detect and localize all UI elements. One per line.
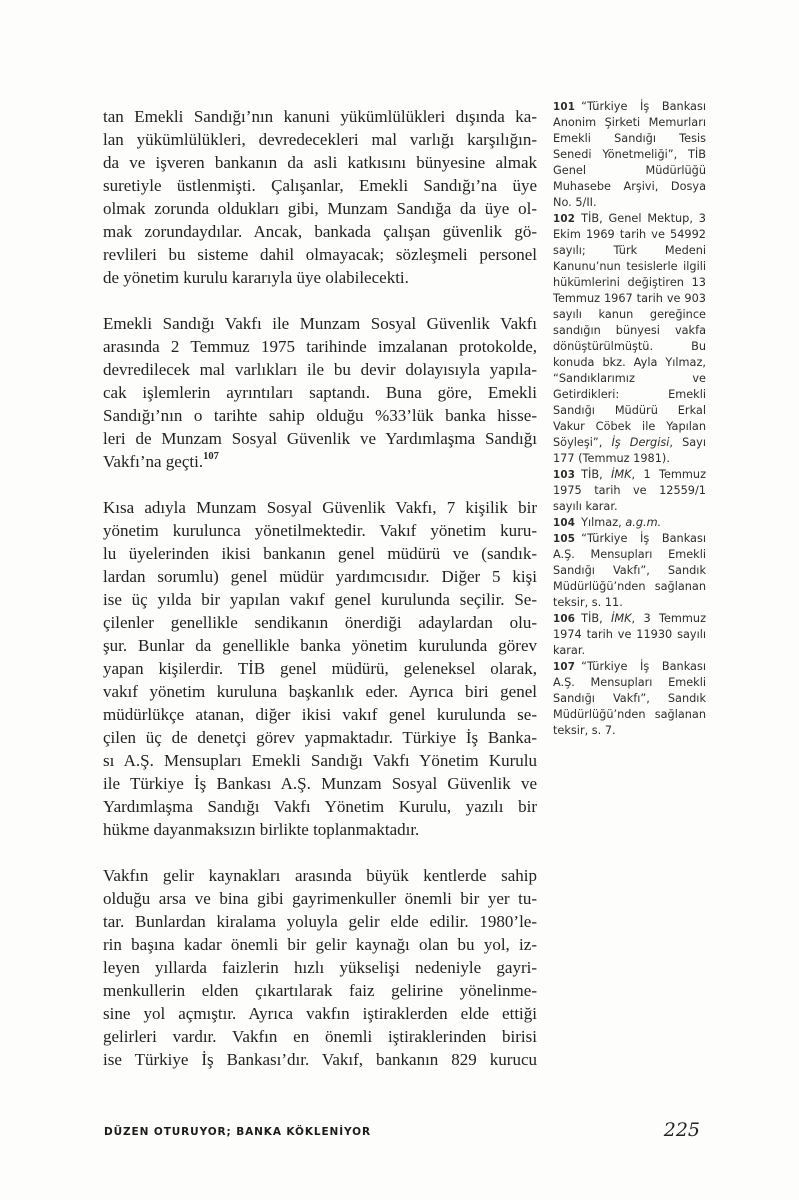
text-line: Sandığı’nın o tarihte sahip olduğu %33’lük banka hisse-	[103, 406, 537, 425]
text-line: Emekli Sandığı Vakfı ile Munzam Sosyal Güvenlik Vakfı	[103, 314, 537, 333]
text-line: mak zorundaydılar. Ancak, bankada çalışan güvenlik gö-	[103, 222, 537, 241]
footnote-italic-text: a.g.m.	[625, 516, 662, 529]
paragraph	[103, 496, 537, 841]
text-line: yapan kişilerdir. TİB genel müdürü, geleneksel olarak,	[103, 659, 537, 678]
text-line: olduğu arsa ve bina gibi gayrimenkuller önemli bir yer tu-	[103, 889, 537, 908]
footnote-number: 104	[553, 517, 576, 529]
footnote-number: 106	[553, 613, 576, 625]
text-line: şur. Bunlar da genellikle banka yönetim kurulunda görev	[103, 636, 537, 655]
footnote-italic-text: İMK	[611, 468, 632, 481]
text-line: Vakfın gelir kaynakları arasında büyük kentlerde sahip	[103, 866, 537, 885]
footnote: 105 “Türkiye İş Bankası A.Ş. Mensupları Emekli Sandığı Vakfı”, Sandık Müdürlüğü’nden sağlanan teksir, s. 11.	[553, 532, 706, 609]
footnote-reference: 107	[203, 451, 219, 463]
footnote: 104 Yılmaz, a.g.m.	[553, 516, 662, 529]
footnote: 106 TİB, İMK, 3 Temmuz 1974 tarih ve 11930 sayılı karar.	[553, 612, 706, 657]
footnote-column	[553, 99, 706, 739]
text-line: lardan sorumlu) genel müdür yardımcısıdır. Diğer 5 kişi	[103, 567, 537, 586]
paragraph	[103, 312, 537, 473]
text-line: vakıf yönetim kuruluna başkanlık eder. Ayrıca biri genel	[103, 682, 537, 701]
page-number: 225	[663, 1119, 700, 1141]
text-line: tan Emekli Sandığı’nın kanuni yükümlülükleri dışında ka-	[103, 107, 537, 126]
text-line: leri de Munzam Sosyal Güvenlik ve Yardımlaşma Sandığı	[103, 429, 537, 448]
text-line: tar. Bunlardan kiralama yoluyla gelir elde edilir. 1980’le-	[103, 912, 537, 931]
footnote: 107 “Türkiye İş Bankası A.Ş. Mensupları Emekli Sandığı Vakfı”, Sandık Müdürlüğü’nden sağlanan teksir, s. 7.	[553, 660, 706, 737]
text-line: Kısa adıyla Munzam Sosyal Güvenlik Vakfı, 7 kişilik bir	[103, 498, 537, 517]
text-line: hükme dayanmaksızın birlikte toplanmaktadır.	[103, 820, 420, 839]
text-line: cak işlemlerin ayrıntıları saptandı. Buna göre, Emekli	[103, 383, 537, 402]
text-line: sı A.Ş. Mensupları Emekli Sandığı Vakfı Yönetim Kurulu	[103, 751, 537, 770]
text-line: lan yükümlülükleri, devredecekleri mal varlığı karşılığın-	[103, 130, 537, 149]
footnote-number: 107	[553, 661, 576, 673]
footnote-number: 103	[553, 469, 576, 481]
text-line: suretiyle üstlenmişti. Çalışanlar, Emekli Sandığı’na üye	[103, 176, 537, 195]
text-line: arasında 2 Temmuz 1975 tarihinde imzalanan protokolde,	[103, 337, 537, 356]
text-line: çilenler genellikle sendikanın önerdiği adaylardan olu-	[103, 613, 537, 632]
text-line: ile Türkiye İş Bankası A.Ş. Munzam Sosyal Güvenlik ve	[103, 774, 537, 793]
paragraph	[103, 105, 537, 289]
text-line: gelirleri vardır. Vakfın en önemli iştiraklerinden birisi	[103, 1027, 537, 1046]
main-text-column	[103, 105, 537, 1071]
text-line: müdürlükçe atanan, diğer ikisi vakıf genel kurulunda se-	[103, 705, 537, 724]
footnote: 101 “Türkiye İş Bankası Anonim Şirketi Memurları Emekli Sandığı Tesis Senedi Yönetmeliği”, TİB Genel Müdürlüğü Muhasebe Arşivi, Dosya No. 5/II.	[553, 100, 706, 209]
footnote-italic-text: İş Dergisi	[611, 436, 670, 449]
text-line: leyen yıllarda faizlerin hızlı yükselişi nedeniyle gayri-	[103, 958, 537, 977]
footnote-number: 101	[553, 101, 576, 113]
text-line: çilen üç de denetçi görev yapmaktadır. Türkiye İş Banka-	[103, 728, 537, 747]
running-footer-chapter-title: DÜZEN OTURUYOR; BANKA KÖKLENİYOR	[104, 1126, 371, 1138]
paragraph	[103, 864, 537, 1071]
footnote-number: 102	[553, 213, 576, 225]
text-line: da ve işveren bankanın da asli katkısını bünyesine almak	[103, 153, 537, 172]
text-line: ise üç yılda bir yapılan vakıf genel kurulunda seçilir. Se-	[103, 590, 537, 609]
footnote: 102 TİB, Genel Mektup, 3 Ekim 1969 tarih ve 54992 sayılı; Türk Medeni Kanunu’nun tesislerle ilgili hükümlerini değiştiren 13 Temmuz 1967 tarih ve 903 sayılı kanun gereğince sandığın bünyesi vakfa dönüştürülmüştü. Bu konuda bkz. Ayla Yılmaz, “Sandıklarımız ve Getirdikleri: Emekli Sandığı Müdürü Erkal Vakur Cöbek ile Yapılan Söyleşi”, İş Dergisi, Sayı 177 (Temmuz 1981).	[553, 212, 707, 465]
text-line: sine yol açmıştır. Ayrıca vakfın iştiraklerden elde ettiği	[103, 1004, 537, 1023]
text-line: revlileri bu sisteme dahil olmayacak; sözleşmeli personel	[103, 245, 537, 264]
text-line: Yardımlaşma Sandığı Vakfı Yönetim Kurulu, yazılı bir	[103, 797, 537, 816]
text-line: yönetim kurulunca yönetilmektedir. Vakıf yönetim kuru-	[103, 521, 537, 540]
footnote-italic-text: İMK	[611, 612, 632, 625]
footnote-number: 105	[553, 533, 576, 545]
text-line: menkullerin elden çıkartılarak faiz gelirine yönelinme-	[103, 981, 537, 1000]
text-line: de yönetim kurulu kararıyla üye olabilecekti.	[103, 268, 409, 287]
text-line: Vakfı’na geçti.$^{107}$	[103, 451, 219, 471]
text-line: olmak zorunda oldukları gibi, Munzam Sandığa da üye ol-	[103, 199, 537, 218]
text-line: devredilecek mal varlıkları ile bu devir dolayısıyla yapıla-	[103, 360, 537, 379]
text-line: lu üyelerinden ikisi bankanın genel müdürü ve (sandık-	[103, 544, 537, 563]
text-line: ise Türkiye İş Bankası’dır. Vakıf, bankanın 829 kurucu	[103, 1050, 537, 1069]
footnote: 103 TİB, İMK, 1 Temmuz 1975 tarih ve 12559/1 sayılı karar.	[553, 468, 706, 513]
text-line: rin başına kadar önemli bir gelir kaynağı olan bu yol, iz-	[103, 935, 537, 954]
